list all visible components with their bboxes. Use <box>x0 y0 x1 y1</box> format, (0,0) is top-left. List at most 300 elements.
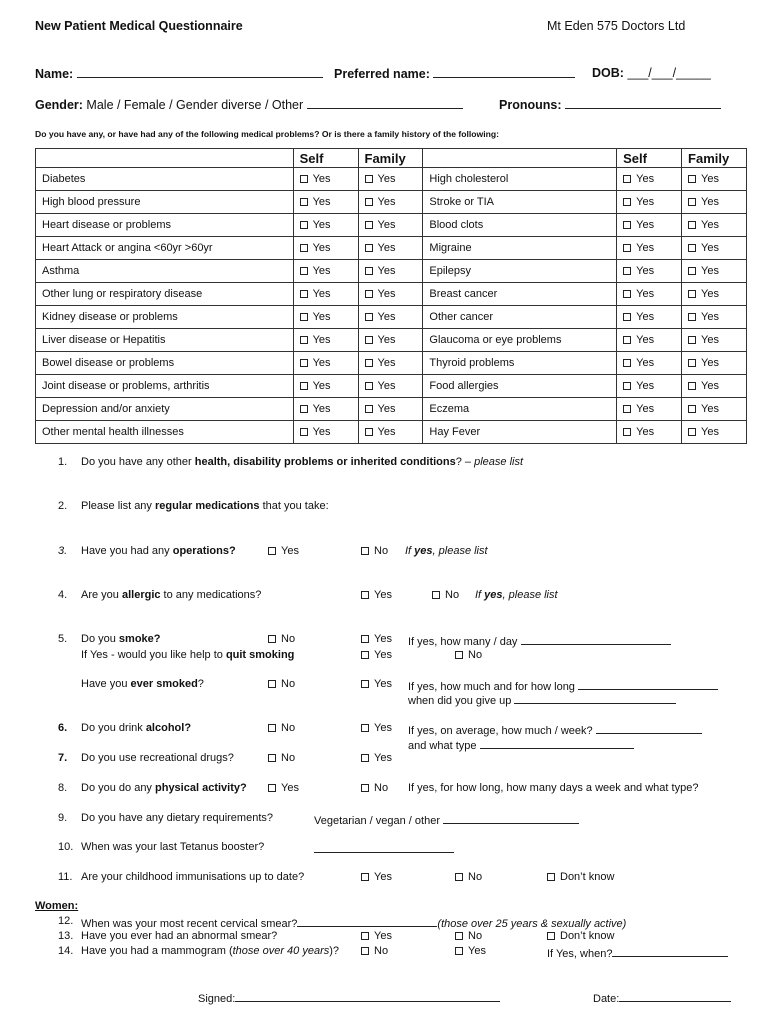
q8-text <box>81 782 247 794</box>
family-yes-option[interactable] <box>682 283 747 306</box>
family-yes-option[interactable] <box>358 214 423 237</box>
yes-label: Yes <box>377 403 396 415</box>
family-yes-option[interactable] <box>358 191 423 214</box>
q1-italic: please list <box>474 456 524 468</box>
checkbox[interactable] <box>623 175 631 183</box>
condition-label: High blood pressure <box>36 191 294 214</box>
q14-post: )? <box>329 945 340 957</box>
q5b-yes-label: Yes <box>374 678 392 690</box>
name-field[interactable] <box>77 66 323 78</box>
family-yes-option[interactable] <box>358 237 423 260</box>
self-yes-option[interactable] <box>293 283 358 306</box>
condition-label: Other lung or respiratory disease <box>36 283 294 306</box>
checkbox[interactable] <box>688 336 696 344</box>
checkbox[interactable] <box>688 290 696 298</box>
yes-label: Yes <box>312 357 331 369</box>
checkbox[interactable] <box>268 547 276 555</box>
yes-label: Yes <box>636 334 655 346</box>
yes-label: Yes <box>312 219 331 231</box>
q6-yes-option[interactable] <box>361 722 392 734</box>
checkbox[interactable] <box>365 198 373 206</box>
condition-label: Kidney disease or problems <box>36 306 294 329</box>
checkbox[interactable] <box>623 198 631 206</box>
q6-yes-label: Yes <box>374 722 392 734</box>
self-yes-option[interactable] <box>617 260 682 283</box>
checkbox[interactable] <box>300 359 308 367</box>
checkbox[interactable] <box>688 198 696 206</box>
dob-field[interactable]: ___/___/_____ <box>627 66 711 80</box>
q9-other-field[interactable] <box>443 812 579 824</box>
q10-date-field[interactable] <box>314 841 454 853</box>
q6-bold: alcohol? <box>145 722 192 734</box>
family-yes-option[interactable] <box>358 306 423 329</box>
q12-text <box>81 915 626 930</box>
yes-label: Yes <box>312 173 331 185</box>
preferred-name-field[interactable] <box>433 66 575 78</box>
q9-text: Do you have any dietary requirements? <box>81 812 273 824</box>
q3-pre: Have you had any <box>81 545 173 557</box>
checkbox[interactable] <box>688 359 696 367</box>
checkbox[interactable] <box>688 244 696 252</box>
q5-quit-no-label: No <box>468 649 483 661</box>
family-yes-option[interactable] <box>682 306 747 329</box>
q5b-text <box>81 678 204 690</box>
q12-date-field[interactable] <box>297 915 437 927</box>
condition-label: High cholesterol <box>423 168 617 191</box>
q4-bold: allergic <box>121 589 161 601</box>
q4-yes-label: Yes <box>374 589 392 601</box>
q13-text: Have you ever had an abnormal smear? <box>81 930 278 942</box>
yes-label: Yes <box>701 311 719 323</box>
checkbox[interactable] <box>268 635 276 643</box>
condition-label: Diabetes <box>36 168 294 191</box>
checkbox[interactable] <box>300 428 308 436</box>
yes-label: Yes <box>377 311 396 323</box>
q4-note <box>475 589 558 601</box>
checkbox[interactable] <box>623 382 631 390</box>
family-yes-option[interactable] <box>358 421 423 444</box>
yes-label: Yes <box>636 311 655 323</box>
family-yes-option[interactable] <box>358 168 423 191</box>
family-yes-option[interactable] <box>682 421 747 444</box>
checkbox[interactable] <box>688 382 696 390</box>
yes-label: Yes <box>377 242 396 254</box>
self-yes-option[interactable] <box>293 421 358 444</box>
q11-number: 11. <box>58 871 73 883</box>
q4-number: 4. <box>58 589 68 601</box>
checkbox[interactable] <box>432 591 440 599</box>
q5-quit-yes-option[interactable] <box>361 649 392 661</box>
name-row <box>35 66 323 81</box>
q11-no-option[interactable] <box>455 871 482 883</box>
q13-dk-label: Don’t know <box>560 930 615 942</box>
checkbox[interactable] <box>300 382 308 390</box>
table-row <box>36 214 747 237</box>
yes-label: Yes <box>377 173 396 185</box>
yes-label: Yes <box>312 288 331 300</box>
checkbox[interactable] <box>623 428 631 436</box>
family-yes-option[interactable] <box>358 283 423 306</box>
dob-label: DOB: <box>592 66 624 80</box>
family-yes-option[interactable] <box>682 329 747 352</box>
self-yes-option[interactable] <box>293 191 358 214</box>
checkbox[interactable] <box>365 405 373 413</box>
checkbox[interactable] <box>300 267 308 275</box>
yes-label: Yes <box>636 426 655 438</box>
pronouns-label: Pronouns: <box>499 98 562 112</box>
q3-yes-label: Yes <box>281 545 299 557</box>
q9-options[interactable] <box>314 812 579 827</box>
yes-label: Yes <box>636 219 655 231</box>
q6-text <box>81 722 191 734</box>
condition-label: Depression and/or anxiety <box>36 398 294 421</box>
self-yes-option[interactable] <box>617 352 682 375</box>
checkbox[interactable] <box>623 313 631 321</box>
family-yes-option[interactable] <box>682 352 747 375</box>
checkbox[interactable] <box>623 267 631 275</box>
q4-no-option[interactable] <box>432 589 459 601</box>
q3-number: 3. <box>58 545 68 557</box>
q4-note-bold: yes <box>484 589 503 601</box>
condition-label: Eczema <box>423 398 617 421</box>
self-yes-option[interactable] <box>617 168 682 191</box>
condition-label: Breast cancer <box>423 283 617 306</box>
condition-label: Joint disease or problems, arthritis <box>36 375 294 398</box>
yes-label: Yes <box>636 380 655 392</box>
checkbox[interactable] <box>547 932 555 940</box>
q6-followup <box>408 722 702 737</box>
family-yes-option[interactable] <box>682 168 747 191</box>
table-row <box>36 260 747 283</box>
family-yes-option[interactable] <box>358 260 423 283</box>
condition-label: Other mental health illnesses <box>36 421 294 444</box>
self-yes-option[interactable] <box>617 375 682 398</box>
q4-text <box>81 589 261 601</box>
q11-no-label: No <box>468 871 483 883</box>
condition-label: Epilepsy <box>423 260 617 283</box>
yes-label: Yes <box>636 265 655 277</box>
self-yes-option[interactable] <box>293 398 358 421</box>
name-label: Name: <box>35 67 74 81</box>
q12-note: (those over 25 years & sexually active) <box>437 918 627 930</box>
q4-pre: Are you <box>81 589 122 601</box>
checkbox[interactable] <box>455 873 463 881</box>
q6-no-option[interactable] <box>268 722 295 734</box>
q5-quit-no-option[interactable] <box>455 649 482 661</box>
checkbox[interactable] <box>268 784 276 792</box>
checkbox[interactable] <box>365 244 373 252</box>
q8-no-label: No <box>374 782 389 794</box>
checkbox[interactable] <box>623 405 631 413</box>
q14-yes-label: Yes <box>468 945 486 957</box>
self-yes-option[interactable] <box>293 352 358 375</box>
self-yes-option[interactable] <box>617 191 682 214</box>
yes-label: Yes <box>377 357 396 369</box>
self-yes-option[interactable] <box>293 237 358 260</box>
table-row <box>36 283 747 306</box>
table-row <box>36 352 747 375</box>
q8-followup: If yes, for how long, how many days a week and what type? <box>408 782 699 794</box>
q5b-yes-option[interactable] <box>361 678 392 690</box>
checkbox[interactable] <box>300 244 308 252</box>
self-yes-option[interactable] <box>293 214 358 237</box>
condition-label: Heart disease or problems <box>36 214 294 237</box>
pronouns-row <box>499 97 721 112</box>
gender-other-field[interactable] <box>307 97 463 109</box>
q14-yes-option[interactable] <box>455 945 486 957</box>
checkbox[interactable] <box>365 313 373 321</box>
checkbox[interactable] <box>623 244 631 252</box>
checkbox[interactable] <box>688 428 696 436</box>
checkbox[interactable] <box>361 651 369 659</box>
yes-label: Yes <box>636 357 655 369</box>
checkbox[interactable] <box>361 547 369 555</box>
checkbox[interactable] <box>365 290 373 298</box>
self-yes-option[interactable] <box>617 421 682 444</box>
q3-no-label: No <box>374 545 389 557</box>
yes-label: Yes <box>312 403 331 415</box>
yes-label: Yes <box>377 219 396 231</box>
checkbox[interactable] <box>300 198 308 206</box>
q4-note-pre: If <box>475 589 485 601</box>
yes-label: Yes <box>636 173 655 185</box>
family-yes-option[interactable] <box>682 260 747 283</box>
checkbox[interactable] <box>268 680 276 688</box>
yes-label: Yes <box>312 242 331 254</box>
q5b-no-option[interactable] <box>268 678 295 690</box>
q3-yes-option[interactable] <box>268 545 299 557</box>
q13-no-option[interactable] <box>455 930 482 942</box>
pronouns-field[interactable] <box>565 97 721 109</box>
yes-label: Yes <box>377 288 396 300</box>
q6-amount-field[interactable] <box>596 722 702 734</box>
date-row <box>593 990 731 1005</box>
header-family-right: Family <box>682 149 747 168</box>
self-yes-option[interactable] <box>293 306 358 329</box>
q5-yes-label: Yes <box>374 633 392 645</box>
yes-label: Yes <box>701 334 719 346</box>
q8-yes-option[interactable] <box>268 782 299 794</box>
q11-text: Are your childhood immunisations up to date? <box>81 871 305 883</box>
checkbox[interactable] <box>361 724 369 732</box>
q8-no-option[interactable] <box>361 782 388 794</box>
q6-number: 6. <box>58 722 68 734</box>
q1-number: 1. <box>58 456 68 468</box>
self-yes-option[interactable] <box>293 375 358 398</box>
date-field[interactable] <box>619 990 731 1002</box>
gender-options[interactable]: Male / Female / Gender diverse / Other <box>86 98 304 112</box>
table-row <box>36 191 747 214</box>
q4-note-post: , please list <box>502 589 558 601</box>
checkbox[interactable] <box>688 267 696 275</box>
yes-label: Yes <box>377 196 396 208</box>
checkbox[interactable] <box>365 175 373 183</box>
q5-quit-bold: quit smoking <box>225 649 295 661</box>
q5-amount-field[interactable] <box>521 633 671 645</box>
self-yes-option[interactable] <box>293 329 358 352</box>
checkbox[interactable] <box>688 313 696 321</box>
q2-post: that you take: <box>259 500 329 512</box>
q11-dk-label: Don’t know <box>560 871 615 883</box>
condition-label: Other cancer <box>423 306 617 329</box>
table-header-row <box>36 149 747 168</box>
q7-number: 7. <box>58 752 68 764</box>
q1-text <box>81 456 523 468</box>
condition-label: Food allergies <box>423 375 617 398</box>
checkbox[interactable] <box>365 267 373 275</box>
checkbox[interactable] <box>365 382 373 390</box>
family-yes-option[interactable] <box>358 352 423 375</box>
yes-label: Yes <box>636 242 655 254</box>
condition-label: Liver disease or Hepatitis <box>36 329 294 352</box>
table-row <box>36 398 747 421</box>
family-yes-option[interactable] <box>358 398 423 421</box>
q4-yes-option[interactable] <box>361 589 392 601</box>
checkbox[interactable] <box>361 784 369 792</box>
q5b-gaveup-field[interactable] <box>514 692 676 704</box>
checkbox[interactable] <box>300 175 308 183</box>
q13-yes-option[interactable] <box>361 930 392 942</box>
self-yes-option[interactable] <box>617 306 682 329</box>
family-yes-option[interactable] <box>358 375 423 398</box>
checkbox[interactable] <box>455 932 463 940</box>
checkbox[interactable] <box>361 680 369 688</box>
conditions-body <box>36 168 747 444</box>
checkbox[interactable] <box>365 221 373 229</box>
checkbox[interactable] <box>623 336 631 344</box>
checkbox[interactable] <box>365 428 373 436</box>
header-blank-left <box>36 149 294 168</box>
checkbox[interactable] <box>688 405 696 413</box>
checkbox[interactable] <box>365 336 373 344</box>
checkbox[interactable] <box>361 591 369 599</box>
checkbox[interactable] <box>300 313 308 321</box>
checkbox[interactable] <box>455 651 463 659</box>
signature-field[interactable] <box>235 990 500 1002</box>
q7-no-option[interactable] <box>268 752 295 764</box>
checkbox[interactable] <box>361 635 369 643</box>
checkbox[interactable] <box>361 947 369 955</box>
checkbox[interactable] <box>623 290 631 298</box>
yes-label: Yes <box>312 265 331 277</box>
q3-text <box>81 545 236 557</box>
self-yes-option[interactable] <box>293 168 358 191</box>
checkbox[interactable] <box>300 405 308 413</box>
q3-no-option[interactable] <box>361 545 388 557</box>
condition-label: Stroke or TIA <box>423 191 617 214</box>
q7-yes-option[interactable] <box>361 752 392 764</box>
q5-no-label: No <box>281 633 296 645</box>
q3-note <box>405 545 488 557</box>
q14-number: 14. <box>58 945 74 957</box>
yes-label: Yes <box>377 334 396 346</box>
checkbox[interactable] <box>623 221 631 229</box>
self-yes-option[interactable] <box>617 214 682 237</box>
checkbox[interactable] <box>688 221 696 229</box>
condition-label: Bowel disease or problems <box>36 352 294 375</box>
yes-label: Yes <box>312 426 331 438</box>
checkbox[interactable] <box>268 754 276 762</box>
yes-label: Yes <box>701 288 719 300</box>
q14-followup <box>547 945 728 960</box>
self-yes-option[interactable] <box>293 260 358 283</box>
q14-italic: those over 40 years <box>232 945 330 957</box>
family-yes-option[interactable] <box>682 375 747 398</box>
q3-note-post: , please list <box>432 545 488 557</box>
q11-dk-option[interactable] <box>547 871 614 883</box>
checkbox[interactable] <box>547 873 555 881</box>
q5-yes-option[interactable] <box>361 633 392 645</box>
q5-followup <box>408 633 671 648</box>
checkbox[interactable] <box>268 724 276 732</box>
checkbox[interactable] <box>300 336 308 344</box>
q5-quit-text <box>81 649 294 661</box>
self-yes-option[interactable] <box>617 283 682 306</box>
table-intro: Do you have any, or have had any of the following medical problems? Or is there a family history of the following: <box>35 129 499 139</box>
family-yes-option[interactable] <box>682 398 747 421</box>
family-yes-option[interactable] <box>682 214 747 237</box>
condition-label: Migraine <box>423 237 617 260</box>
checkbox[interactable] <box>300 221 308 229</box>
q14-when-field[interactable] <box>612 945 728 957</box>
self-yes-option[interactable] <box>617 237 682 260</box>
q5b-followup2 <box>408 692 676 707</box>
q14-pre: Have you had a mammogram ( <box>81 945 233 957</box>
yes-label: Yes <box>377 265 396 277</box>
condition-label: Hay Fever <box>423 421 617 444</box>
checkbox[interactable] <box>365 359 373 367</box>
family-yes-option[interactable] <box>358 329 423 352</box>
checkbox[interactable] <box>361 873 369 881</box>
q5b-gaveup-label: when did you give up <box>408 695 512 707</box>
q6-followup-label: If yes, on average, how much / week? <box>408 725 593 737</box>
checkbox[interactable] <box>623 359 631 367</box>
checkbox[interactable] <box>361 754 369 762</box>
q5b-amount-field[interactable] <box>578 678 718 690</box>
q1-pre: Do you have any other <box>81 456 195 468</box>
yes-label: Yes <box>636 288 655 300</box>
q2-pre: Please list any <box>81 500 155 512</box>
condition-label: Blood clots <box>423 214 617 237</box>
checkbox[interactable] <box>455 947 463 955</box>
self-yes-option[interactable] <box>617 329 682 352</box>
header-self-right: Self <box>617 149 682 168</box>
q5b-followup-label: If yes, how much and for how long <box>408 681 575 693</box>
date-label: Date: <box>593 993 620 1005</box>
family-yes-option[interactable] <box>682 237 747 260</box>
condition-label: Glaucoma or eye problems <box>423 329 617 352</box>
q11-yes-option[interactable] <box>361 871 392 883</box>
table-row <box>36 306 747 329</box>
q13-yes-label: Yes <box>374 930 392 942</box>
self-yes-option[interactable] <box>617 398 682 421</box>
q8-yes-label: Yes <box>281 782 299 794</box>
q5-no-option[interactable] <box>268 633 295 645</box>
q1-bold: health, disability problems or inherited conditions <box>194 456 456 468</box>
dob-row <box>592 66 711 80</box>
q2-text <box>81 500 329 512</box>
checkbox[interactable] <box>361 932 369 940</box>
q6-type-field[interactable] <box>480 737 634 749</box>
q3-note-pre: If <box>405 545 415 557</box>
q13-dk-option[interactable] <box>547 930 614 942</box>
q14-no-option[interactable] <box>361 945 388 957</box>
checkbox[interactable] <box>300 290 308 298</box>
family-yes-option[interactable] <box>682 191 747 214</box>
checkbox[interactable] <box>688 175 696 183</box>
q3-note-bold: yes <box>414 545 433 557</box>
condition-label: Asthma <box>36 260 294 283</box>
